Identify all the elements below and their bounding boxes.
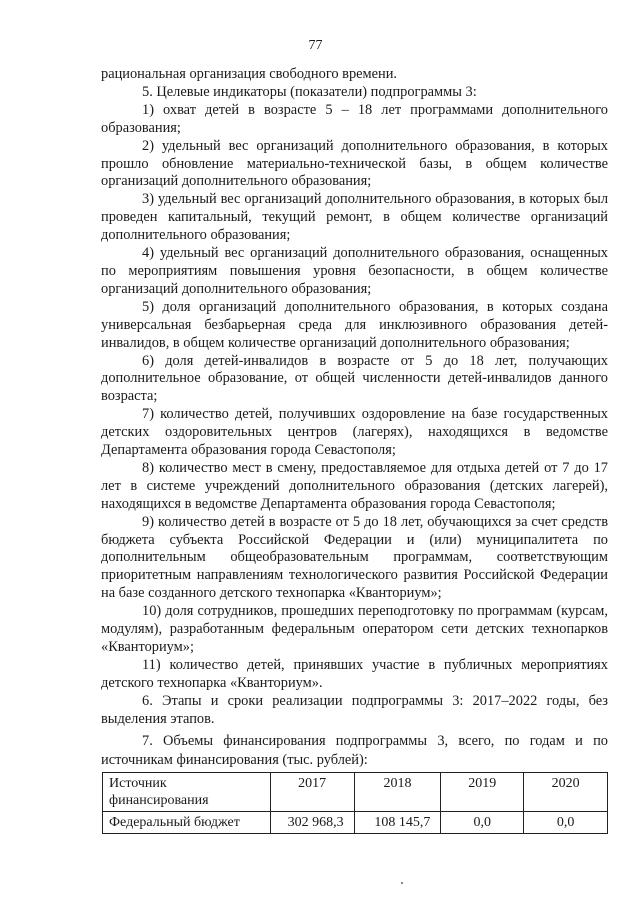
table-header-cell: 2019 xyxy=(441,773,524,812)
table-row xyxy=(103,812,608,834)
table-header-cell: 2017 xyxy=(270,773,354,812)
paragraph: 4) удельный вес организаций дополнительного образования, оснащенных по мероприятиям повышения уровня безопасности, в общем количестве организаций дополнительного образования; xyxy=(101,245,608,297)
paragraph: 6. Этапы и сроки реализации подпрограммы 3: 2017–2022 годы, без выделения этапов. xyxy=(101,692,608,727)
paragraph: 9) количество детей в возрасте от 5 до 18 лет, обучающихся за счет средств бюджета субъекта Российской Федерации и (или) муниципалитета по дополнительным общеобразовательным программам, соответствующим приоритетным направлениям технологического развития Российской Федерации на базе созданного детского технопарка «Кванториум»; xyxy=(101,513,608,602)
table-cell: 0,0 xyxy=(524,812,608,834)
document-body xyxy=(101,66,608,770)
paragraph: 7. Объемы финансирования подпрограммы 3, всего, по годам и по источникам финансирования (тыс. рублей): xyxy=(101,732,608,768)
paragraph: 2) удельный вес организаций дополнительного образования, в которых прошло обновление материально-технической базы, в общем количестве организаций дополнительного образования; xyxy=(101,137,608,190)
paragraph: 11) количество детей, принявших участие в публичных мероприятиях детского технопарка «Кванториум». xyxy=(101,656,608,691)
table-cell: Федеральный бюджет xyxy=(103,812,271,834)
paragraph: 3) удельный вес организаций дополнительного образования, в которых был проведен капитальный, текущий ремонт, в общем количестве организаций дополнительного образования; xyxy=(101,191,608,244)
table-header-cell: 2020 xyxy=(524,773,608,812)
paragraph: 8) количество мест в смену, предоставляемое для отдыха детей от 7 до 17 лет в системе учреждений дополнительного образования (детских лагерей), находящихся в ведомстве Департамента образования города Севастополя; xyxy=(101,459,608,512)
financing-table xyxy=(102,772,608,834)
table-cell: 0,0 xyxy=(441,812,524,834)
paragraph: рациональная организация свободного времени. xyxy=(101,66,398,82)
table-cell: 108 145,7 xyxy=(354,812,441,834)
scan-speck xyxy=(401,882,403,884)
paragraph: 10) доля сотрудников, прошедших переподготовку по программам (курсам, модулям), разработанным федеральным оператором сети детских технопарков «Кванториум»; xyxy=(101,603,608,655)
paragraph: 5) доля организаций дополнительного образования, в которых создана универсальная безбарьерная среда для инклюзивного образования детей-инвалидов, в общем количестве организаций дополнительного образования; xyxy=(101,298,608,351)
table-cell: 302 968,3 xyxy=(270,812,354,834)
table-header-cell: Источник финансирования xyxy=(103,773,271,812)
paragraph: 5. Целевые индикаторы (показатели) подпрограммы 3: xyxy=(142,83,477,100)
page-number: 77 xyxy=(308,38,323,53)
paragraph: 1) охват детей в возрасте 5 – 18 лет программами дополнительного образования; xyxy=(101,101,608,136)
paragraph: 6) доля детей-инвалидов в возрасте от 5 до 18 лет, получающих дополнительное образование, от общей численности детей-инвалидов данного возраста; xyxy=(101,352,608,405)
table-header-cell: 2018 xyxy=(354,773,441,812)
paragraph: 7) количество детей, получивших оздоровление на базе государственных детских оздоровительных центров (лагерях), находящихся в ведомстве Департамента образования города Севастополя; xyxy=(101,406,608,459)
table-header-row xyxy=(103,773,608,812)
